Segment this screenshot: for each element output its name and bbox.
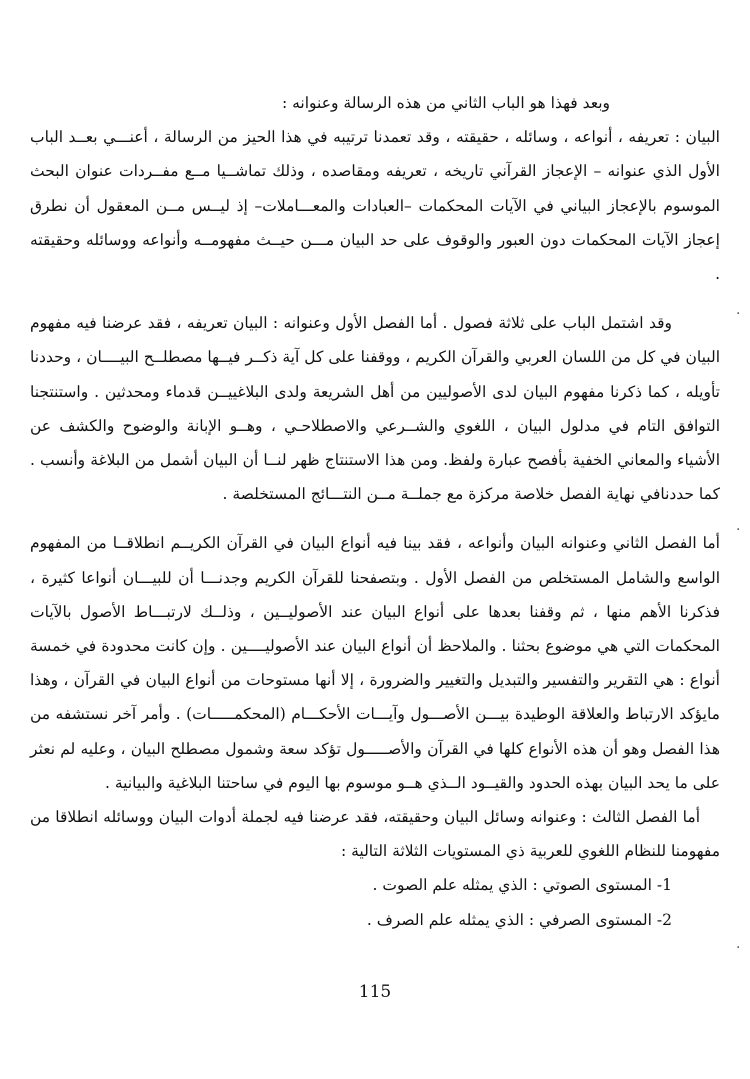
page-number: 115 [358, 982, 392, 1002]
list-item-phonetic-level: 1- المستوى الصوتي : الذي يمثله علم الصوت . [372, 876, 672, 895]
intro-paragraph: وبعد فهذا هو الباب الثاني من هذه الرسالة وعنوانه : [281, 94, 610, 112]
list-item-morphological-level: 2- المستوى الصرفي : الذي يمثله علم الصرف . [366, 910, 672, 929]
paragraph-chapter-three: أما الفصل الثالث : وعنوانه وسائل البيان وحقيقته، فقد عرضنا فيه لجملة أدوات البيان ووسائله انطلاقا من مفهومنا للنظام اللغوي للعربية ذي المستويات الثلاثة التالية : [30, 808, 720, 861]
paragraph-gap [30, 511, 720, 526]
margin-dot: · [736, 306, 741, 322]
margin-dot: · [736, 522, 741, 538]
paragraph-bayan-definition: البيان : تعريفه ، أنواعه ، وسائله ، حقيقته ، وقد تعمدنا ترتيبه في هذا الحيز من الرسالة ، أعنـــي بعــد الباب الأول الذي عنوانه – الإعجاز القرآني تاريخه ، تعريفه ومقاصده ، وذلك تماشــيا مــع مفــردات عنوان البحث الموسوم بالإعجاز البياني في الآيات المحكمات –العبادات والمعـــاملات– إذ ليــس مــن المعقول أن نطرق إعجاز الآيات المحكمات دون العبور والوقوف على حد البيان مـــن حيــث مفهومــه وأنواعه ووسائله وحقيقته . [30, 128, 720, 284]
paragraph-gap [30, 291, 720, 306]
margin-dot: · [736, 940, 741, 956]
paragraph-chapter-two: أما الفصل الثاني وعنوانه البيان وأنواعه ، فقد بينا فيه أنواع البيان في القرآن الكريــم انطلاقــا من المفهوم الواسع والشامل المستخلص من الفصل الأول . وبتصفحنا للقرآن الكريم وجدنـــا أن للبيـــان أنواعا كثيرة ، فذكرنا الأهم منها ، ثم وقفنا بعدها على أنواع البيان عند الأصوليــين ، وذلــك لارتبـــاط الأصول بالآيات المحكمات التي هي موضوع بحثنا . والملاحظ أن أنواع البيان عند الأصوليــــين . وإن كانت محدودة في خمسة أنواع : هي التقرير والتفسير والتبديل والتغيير والضرورة ، إلا أنها مستوحات من أنواع البيان في القرآن ، وهذا مايؤكد الارتباط والعلاقة الوطيدة بيـــن الأصـــول وآيـــات الأحكـــام (المحكمـــــات) . وأمر آخر نستشفه من هذا الفصل وهو أن هذه الأنواع كلها في القرآن والأصـــــول تؤكد سعة وشمول مصطلح البيان ، وعليه لم نعثر على ما يحد البيان بهذه الحدود والقيــود الــذي هــو موسوم بها اليوم في ساحتنا البلاغية والبيانية . [30, 534, 720, 792]
paragraph-chapter-one: وقد اشتمل الباب على ثلاثة فصول . أما الفصل الأول وعنوانه : البيان تعريفه ، فقد عرضنا فيه مفهوم البيان في كل من اللسان العربي والقرآن الكريم ، ووقفنا على كل آية ذكــر فيــها مصطلــح البيــــان ، وحددنا تأويله ، كما ذكرنا مفهوم البيان لدى الأصوليين من أهل الشريعة ولدى البلاغييــن قدماء ومحدثين . واستنتجنا التوافق التام في مدلول البيان ، اللغوي والشــرعي والاصطلاحـي ، وهــو الإبانة والوضوح والكشف عن الأشياء والمعاني الخفية بأفصح عبارة ولفظ. ومن هذا الاستنتاج ظهر لنــا أن البيان أشمل من البلاغة وأنسب . كما حددنافي نهاية الفصل خلاصة مركزة مع جملــة مــن النتـــائج المستخلصة . [30, 314, 720, 504]
body-text [30, 86, 720, 937]
